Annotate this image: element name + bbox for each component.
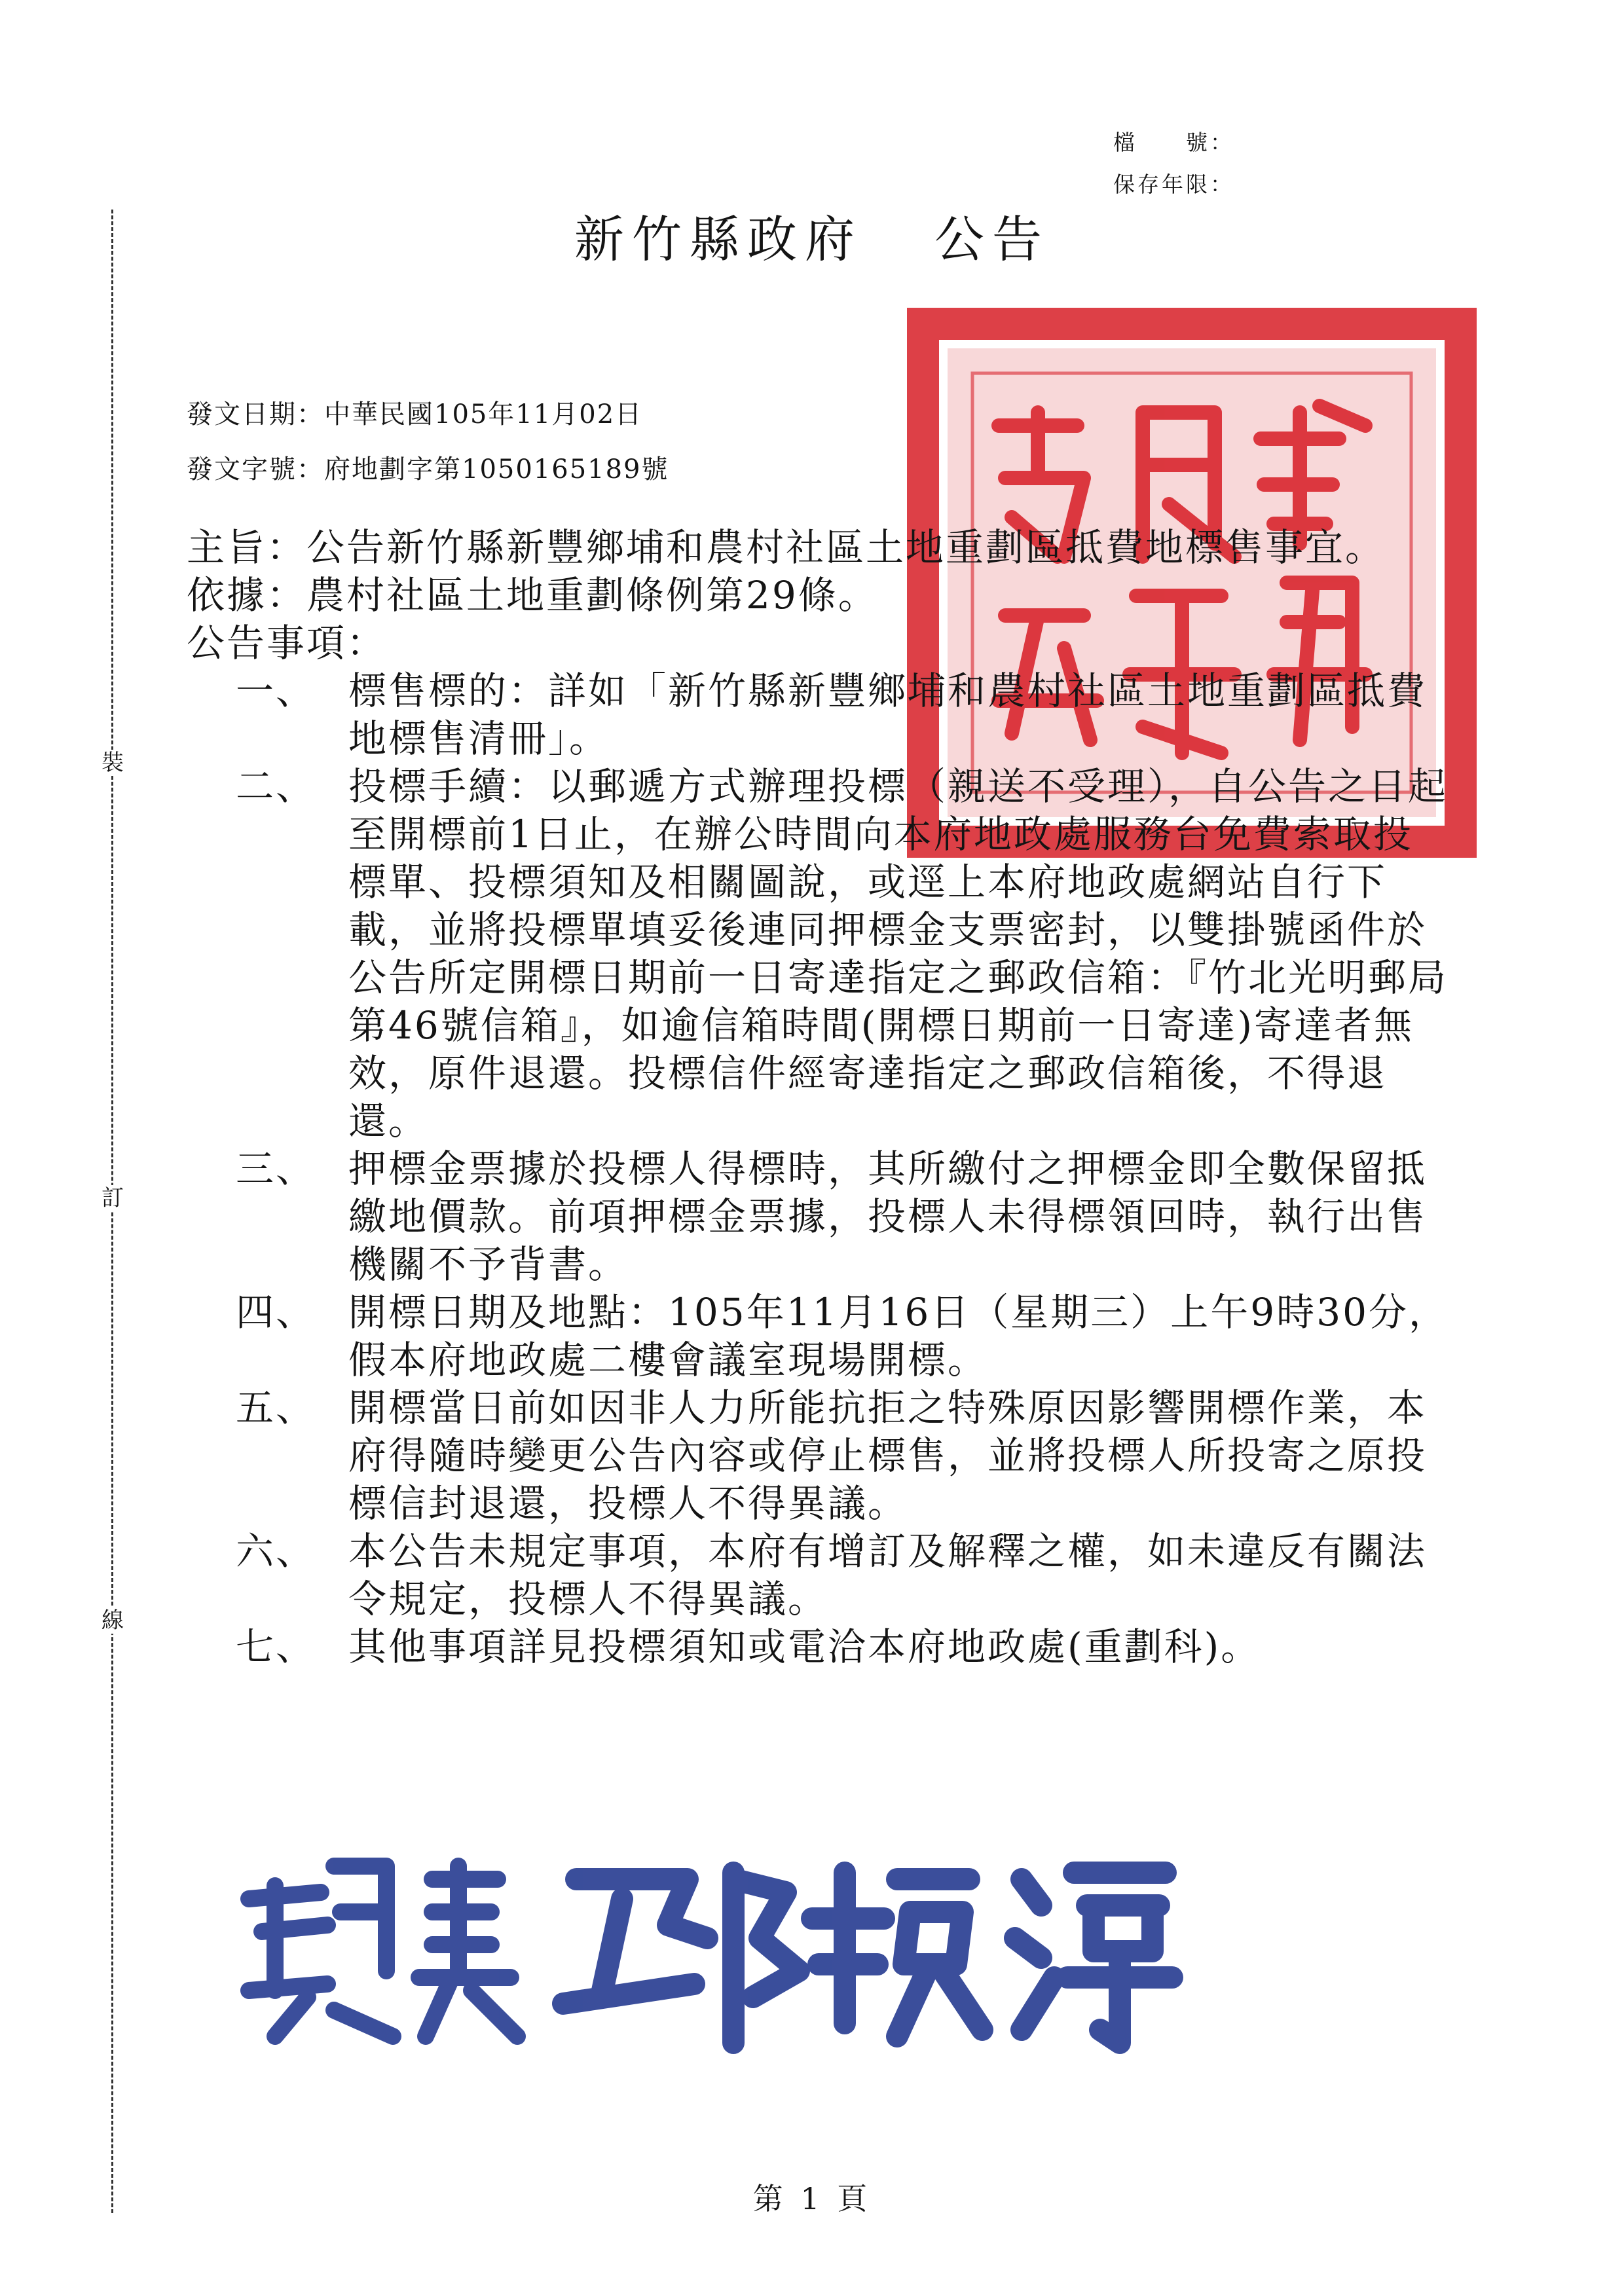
item-text: 標售標的：詳如「新竹縣新豐鄉埔和農村社區土地重劃區抵費地標售清冊」。: [348, 669, 1428, 761]
item-text: 開標當日前如因非人力所能抗拒之特殊原因影響開標作業，本府得隨時變更公告內容或停止標售，並將投標人所投寄之原投標信封退還，投標人不得異議。: [348, 1386, 1428, 1526]
item-number: 四、: [236, 1290, 316, 1334]
document-type: 公告: [934, 210, 1050, 268]
notice-item: [187, 1623, 1450, 1671]
item-number: 二、: [236, 764, 316, 809]
item-text: 本公告未規定事項，本府有增訂及解釋之權，如未違反有關法令規定，投標人不得異議。: [348, 1529, 1428, 1621]
binding-line: [111, 210, 113, 2213]
document-title: [0, 208, 1624, 271]
item-text: 投標手續：以郵遞方式辦理投標（親送不受理），自公告之日起至開標前1日止，在辦公時間向本府地政處服務台免費索取投標單、投標須知及相關圖說，或逕上本府地政處網站自行下載，並將投標單填妥後連同押標金支票密封，以雙掛號函件於公告所定開標日期前一日寄達指定之郵政信箱：『竹北光明郵局第46號信箱』，如逾信箱時間(開標日期前一日寄達)寄達者無效，原件退還。投標信件經寄達指定之郵政信箱後，不得退還。: [348, 764, 1449, 1143]
subject-text: 公告新竹縣新豐鄉埔和農村社區土地重劃區抵費地標售事宜。: [306, 525, 1386, 570]
item-number: 六、: [236, 1529, 316, 1573]
basis-paragraph: [187, 572, 1450, 619]
document-number-value: 府地劃字第1050165189號: [324, 454, 669, 485]
item-number: 三、: [236, 1147, 316, 1191]
notice-item: [187, 1384, 1450, 1528]
notice-items-label: 公告事項：: [187, 621, 387, 665]
item-text: 其他事項詳見投標須知或電洽本府地政處(重劃科)。: [348, 1624, 1261, 1669]
retention-period-label: 保存年限：: [1113, 172, 1234, 197]
document-number-label: 發文字號：: [187, 454, 324, 485]
notice-item: [187, 667, 1450, 763]
issue-date-value: 中華民國105年11月02日: [324, 399, 643, 430]
item-number: 一、: [236, 669, 316, 713]
binding-char-ding: 訂: [100, 1185, 126, 1211]
basis-text: 農村社區土地重劃條例第29條。: [306, 573, 878, 617]
subject-paragraph: [187, 524, 1450, 572]
notice-body: [187, 524, 1450, 1671]
item-text: 押標金票據於投標人得標時，其所繳付之押標金即全數保留抵繳地價款。前項押標金票據，投標人未得標領回時，執行出售機關不予背書。: [348, 1147, 1428, 1287]
notice-item: [187, 1289, 1450, 1384]
notice-items-heading: [187, 619, 1450, 667]
file-number-label: 檔 號：: [1113, 130, 1234, 155]
basis-label: 依據：: [187, 573, 307, 617]
document-number-row: [187, 453, 669, 486]
page-number: 第 1 頁: [752, 2181, 872, 2216]
item-number: 五、: [236, 1386, 316, 1430]
issue-date-row: [187, 398, 642, 431]
binding-char-zhuang: 裝: [100, 750, 126, 776]
binding-char-xian: 線: [100, 1607, 126, 1634]
issue-date-label: 發文日期：: [187, 399, 324, 430]
notice-item: [187, 1528, 1450, 1623]
item-text: 開標日期及地點：105年11月16日（星期三）上午9時30分，假本府地政處二樓會議室現場開標。: [348, 1290, 1449, 1382]
magistrate-signature-stamp: [236, 1840, 1185, 2056]
item-number: 七、: [236, 1624, 316, 1669]
notice-item: [187, 1145, 1450, 1289]
subject-label: 主旨：: [187, 525, 307, 570]
issuing-agency: 新竹縣政府: [574, 210, 862, 268]
notice-item: [187, 763, 1450, 1145]
